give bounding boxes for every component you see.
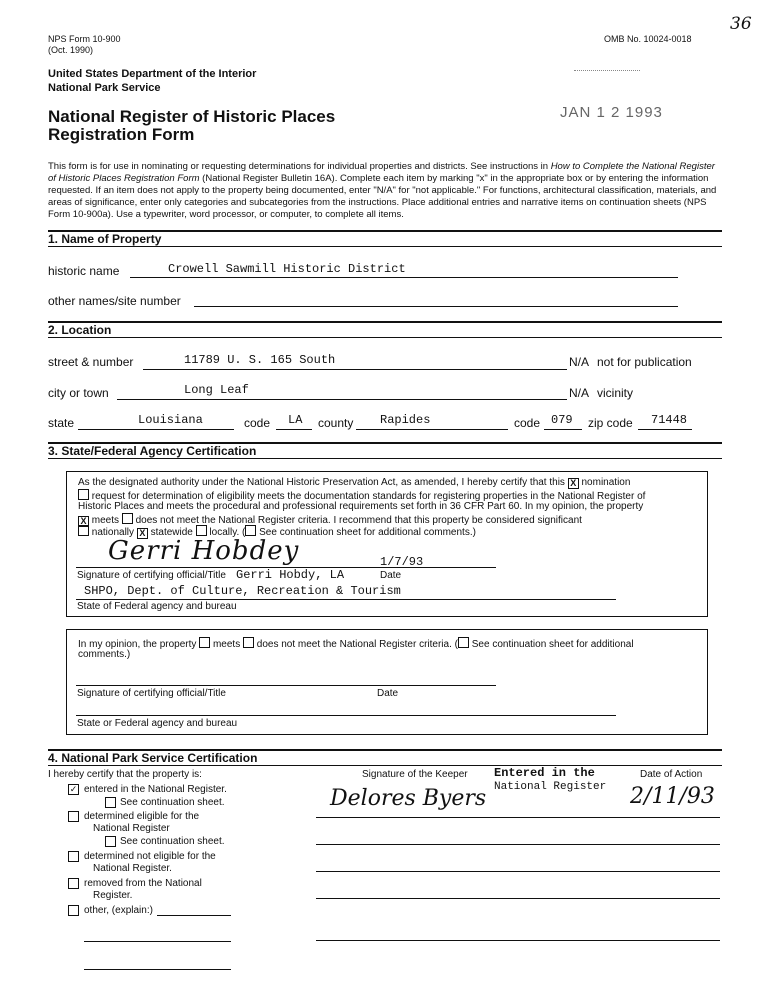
rule [48, 321, 722, 323]
option-eligible: determined eligible for the [84, 811, 200, 822]
option-other: other, (explain:) [84, 905, 153, 916]
signature2-label: Signature of certifying official/Title [77, 688, 226, 699]
cert-line2: request for determination of eligibility meets the documentation standards for registering properties in the National Register of [78, 489, 645, 503]
form-number: NPS Form 10-900 [48, 34, 121, 44]
option-not-eligible-line2: National Register. [93, 863, 172, 874]
not-eligible-checkbox[interactable] [68, 851, 79, 862]
certify-statement: I hereby certify that the property is: [48, 769, 202, 780]
form-title-line1: National Register of Historic Places [48, 107, 336, 126]
department-name: United States Department of the Interior [48, 68, 257, 80]
option-not-eligible: determined not eligible for the [84, 851, 216, 862]
option-removed-line2: Register. [93, 890, 133, 901]
other-names-line[interactable] [194, 306, 678, 307]
vicinity-label: vicinity [597, 386, 634, 400]
form-date: (Oct. 1990) [48, 45, 94, 55]
rule [48, 337, 722, 338]
other-explain-line2[interactable] [84, 941, 231, 942]
continuation-checkbox[interactable] [245, 525, 256, 536]
date2-label: Date [377, 688, 399, 699]
county-value[interactable]: Rapides [380, 413, 431, 427]
city-label: city or town [48, 386, 109, 400]
option-eligible-continuation: See continuation sheet. [120, 836, 225, 847]
date-of-action-label: Date of Action [640, 769, 703, 780]
entered-checkbox[interactable]: ✓ [69, 784, 78, 794]
does-not-meet-checkbox[interactable] [122, 513, 133, 524]
eligible-continuation-checkbox[interactable] [105, 836, 116, 847]
meets-checkbox[interactable]: X [78, 516, 89, 527]
zip-label: zip code [588, 416, 633, 430]
section1-heading: 1. Name of Property [48, 232, 162, 246]
opinion-not-meet-checkbox[interactable] [243, 637, 254, 648]
received-stamp: JAN 1 2 1993 [560, 104, 663, 121]
omb-number: OMB No. 10024-0018 [604, 34, 692, 44]
keeper-label: Signature of the Keeper [362, 769, 468, 780]
rule [48, 765, 722, 766]
keeper-line[interactable] [316, 940, 720, 941]
keeper-signature: Delores Byers [330, 786, 487, 811]
county-code-label: code [514, 416, 541, 430]
keeper-line[interactable] [316, 844, 720, 845]
opinion-meets-checkbox[interactable] [199, 637, 210, 648]
opinion-line1: In my opinion, the property meets does not meet the National Register criteria. ( See continuation sheet for additional [78, 639, 634, 650]
not-for-publication-label: not for publication [597, 355, 692, 369]
other-explain-line3[interactable] [84, 969, 231, 970]
cert-line1: As the designated authority under the National Historic Preservation Act, as amended, I hereby certify that this X nomination [78, 477, 631, 488]
rule [48, 458, 722, 459]
state-value[interactable]: Louisiana [138, 413, 203, 427]
removed-checkbox[interactable] [68, 878, 79, 889]
entered-stamp-line2: National Register [494, 781, 607, 793]
section2-heading: 2. Location [48, 323, 112, 337]
state-code-label: code [244, 416, 271, 430]
option-eligible-line2: National Register [93, 823, 170, 834]
county-code-line [544, 429, 582, 430]
nomination-checkbox[interactable]: X [568, 478, 579, 489]
stamp-mark [574, 70, 640, 72]
entered-continuation-checkbox[interactable] [105, 797, 116, 808]
cert-date-value[interactable]: 1/7/93 [380, 555, 424, 569]
service-name: National Park Service [48, 82, 161, 94]
keeper-line[interactable] [316, 898, 720, 899]
city-line [117, 399, 567, 400]
keeper-line[interactable] [316, 871, 720, 872]
signature2-line[interactable] [76, 685, 496, 686]
historic-name-label: historic name [48, 264, 120, 278]
agency2-label: State or Federal agency and bureau [77, 718, 238, 729]
agency-value[interactable]: SHPO, Dept. of Culture, Recreation & Tourism [84, 584, 401, 598]
statewide-checkbox[interactable]: X [137, 528, 148, 539]
not-for-publication-value[interactable]: N/A [569, 355, 590, 369]
agency-line [76, 599, 616, 600]
keeper-line [316, 817, 720, 818]
section3-heading: 3. State/Federal Agency Certification [48, 444, 257, 458]
entered-stamp-line1: Entered in the [494, 766, 595, 780]
instructions-paragraph: This form is for use in nominating or requesting determinations for individual properties and districts. See instructions in How to Complete the National Register of Historic Places Registration Form (National Register Bulletin 16A). Complete each item by marking "x" in the appropriate box or by entering the information requested. If an item does not apply to the property being documented, enter "N/A" for "not applicable." For functions, architectural classification, materials, and areas of significance, enter only categories and subcategories from the instructions. Place additional entries and narrative items on continuation sheets (NPS Form 10-900a). Use a typewriter, word processor, or computer, to complete all items. [48, 161, 717, 220]
rule [48, 246, 722, 247]
state-label: state [48, 416, 75, 430]
handwritten-number: 36 [730, 14, 752, 34]
official-typed-name[interactable]: Gerri Hobdy, LA [236, 568, 345, 582]
state-code-line [276, 429, 312, 430]
cert-line5: nationally X statewide locally. ( See continuation sheet for additional comments.) [78, 525, 476, 539]
historic-name-line [130, 277, 678, 278]
request-checkbox[interactable] [78, 489, 89, 500]
opinion-continuation-checkbox[interactable] [458, 637, 469, 648]
state-line [78, 429, 234, 430]
eligible-checkbox[interactable] [68, 811, 79, 822]
other-names-label: other names/site number [48, 294, 181, 308]
certifying-signature: Gerri Hobdey [108, 536, 300, 566]
agency2-line[interactable] [76, 715, 616, 716]
other-checkbox[interactable] [68, 905, 79, 916]
cert-line3: Historic Places and meets the procedural and professional requirements set forth in 36 CFR Part 60. In my opinion, the property [78, 501, 644, 512]
county-line [356, 429, 508, 430]
historic-name-value[interactable]: Crowell Sawmill Historic District [168, 262, 406, 276]
option-entered: entered in the National Register. [84, 784, 227, 795]
locally-checkbox[interactable] [196, 525, 207, 536]
signature-label: Signature of certifying official/Title [77, 570, 226, 581]
option-removed: removed from the National [84, 878, 202, 889]
agency-label: State of Federal agency and bureau [77, 601, 237, 612]
county-code-value[interactable]: 079 [551, 413, 573, 427]
nationally-checkbox[interactable] [78, 525, 89, 536]
city-value[interactable]: Long Leaf [184, 383, 249, 397]
street-value[interactable]: 11789 U. S. 165 South [184, 353, 336, 367]
other-explain-line[interactable] [157, 915, 231, 916]
option-entered-continuation: See continuation sheet. [120, 797, 225, 808]
state-code-value[interactable]: LA [288, 413, 303, 427]
action-date-value[interactable]: 2/11/93 [630, 784, 715, 809]
county-label: county [318, 416, 354, 430]
cert-line4: X meets does not meet the National Register criteria. I recommend that this property be considered significant [78, 513, 582, 527]
zip-line [638, 429, 692, 430]
form-title-line2: Registration Form [48, 125, 195, 144]
zip-value[interactable]: 71448 [651, 413, 688, 427]
date-label: Date [380, 570, 402, 581]
street-label: street & number [48, 355, 134, 369]
opinion-comments: comments.) [78, 649, 131, 660]
section4-heading: 4. National Park Service Certification [48, 751, 258, 765]
vicinity-value[interactable]: N/A [569, 386, 590, 400]
street-line [143, 369, 567, 370]
